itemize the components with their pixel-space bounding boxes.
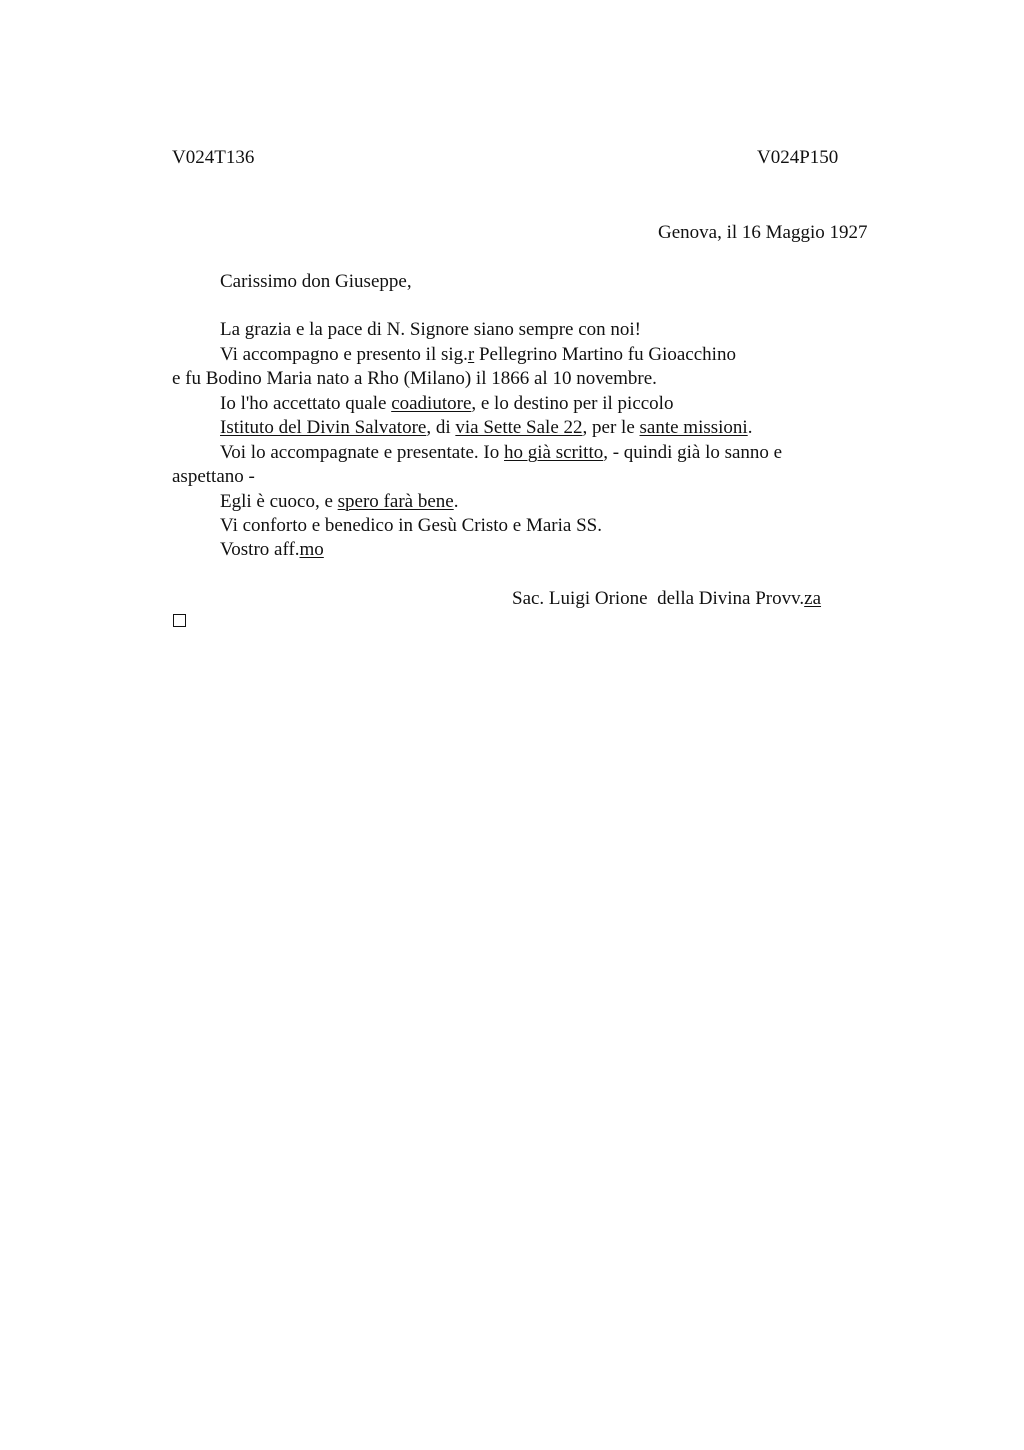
body-text: , di bbox=[426, 417, 456, 438]
underlined-abbreviation: mo bbox=[299, 539, 324, 560]
body-line-6 bbox=[220, 441, 782, 465]
body-text: Voi lo accompagnate e presentate. Io bbox=[220, 442, 505, 463]
body-line-2 bbox=[220, 343, 736, 367]
underlined-abbreviation: r bbox=[467, 344, 475, 365]
signature-text: Sac. Luigi Orione della Divina Provv. bbox=[512, 588, 805, 609]
document-code-left: V024T136 bbox=[172, 147, 255, 168]
body-text: Vostro aff. bbox=[220, 539, 300, 560]
date-line: Genova, il 16 Maggio 1927 bbox=[658, 222, 868, 243]
body-text: . bbox=[453, 491, 459, 512]
body-line-7: aspettano - bbox=[172, 466, 255, 487]
body-text: Vi accompagno e presento il sig. bbox=[220, 344, 468, 365]
underlined-text: ho già scritto bbox=[504, 442, 604, 463]
underlined-text: spero farà bene bbox=[337, 491, 454, 512]
signature bbox=[512, 587, 821, 611]
underlined-text: via Sette Sale 22 bbox=[455, 417, 583, 438]
underlined-text: coadiutore bbox=[391, 393, 472, 414]
salutation: Carissimo don Giuseppe, bbox=[220, 271, 412, 292]
body-text: . bbox=[747, 417, 753, 438]
body-text: Io l'ho accettato quale bbox=[220, 393, 392, 414]
body-line-9: Vi conforto e benedico in Gesù Cristo e Maria SS. bbox=[220, 515, 602, 536]
body-text: , per le bbox=[582, 417, 640, 438]
body-text: Pellegrino Martino fu Gioacchino bbox=[474, 344, 736, 365]
signature-abbreviation: za bbox=[804, 588, 822, 609]
body-text: , e lo destino per il piccolo bbox=[471, 393, 674, 414]
document-code-right: V024P150 bbox=[757, 147, 839, 168]
body-text: , - quindi già lo sanno e bbox=[603, 442, 783, 463]
checkbox-square-icon bbox=[173, 614, 186, 627]
body-line-3: e fu Bodino Maria nato a Rho (Milano) il 1866 al 10 novembre. bbox=[172, 368, 657, 389]
body-line-1: La grazia e la pace di N. Signore siano sempre con noi! bbox=[220, 319, 642, 340]
underlined-text: sante missioni bbox=[639, 417, 748, 438]
closing-line bbox=[220, 538, 324, 562]
body-line-8 bbox=[220, 490, 458, 514]
body-line-4 bbox=[220, 392, 673, 416]
underlined-text: Istituto del Divin Salvatore bbox=[220, 417, 427, 438]
body-text: Egli è cuoco, e bbox=[220, 491, 338, 512]
body-line-5 bbox=[220, 416, 752, 440]
